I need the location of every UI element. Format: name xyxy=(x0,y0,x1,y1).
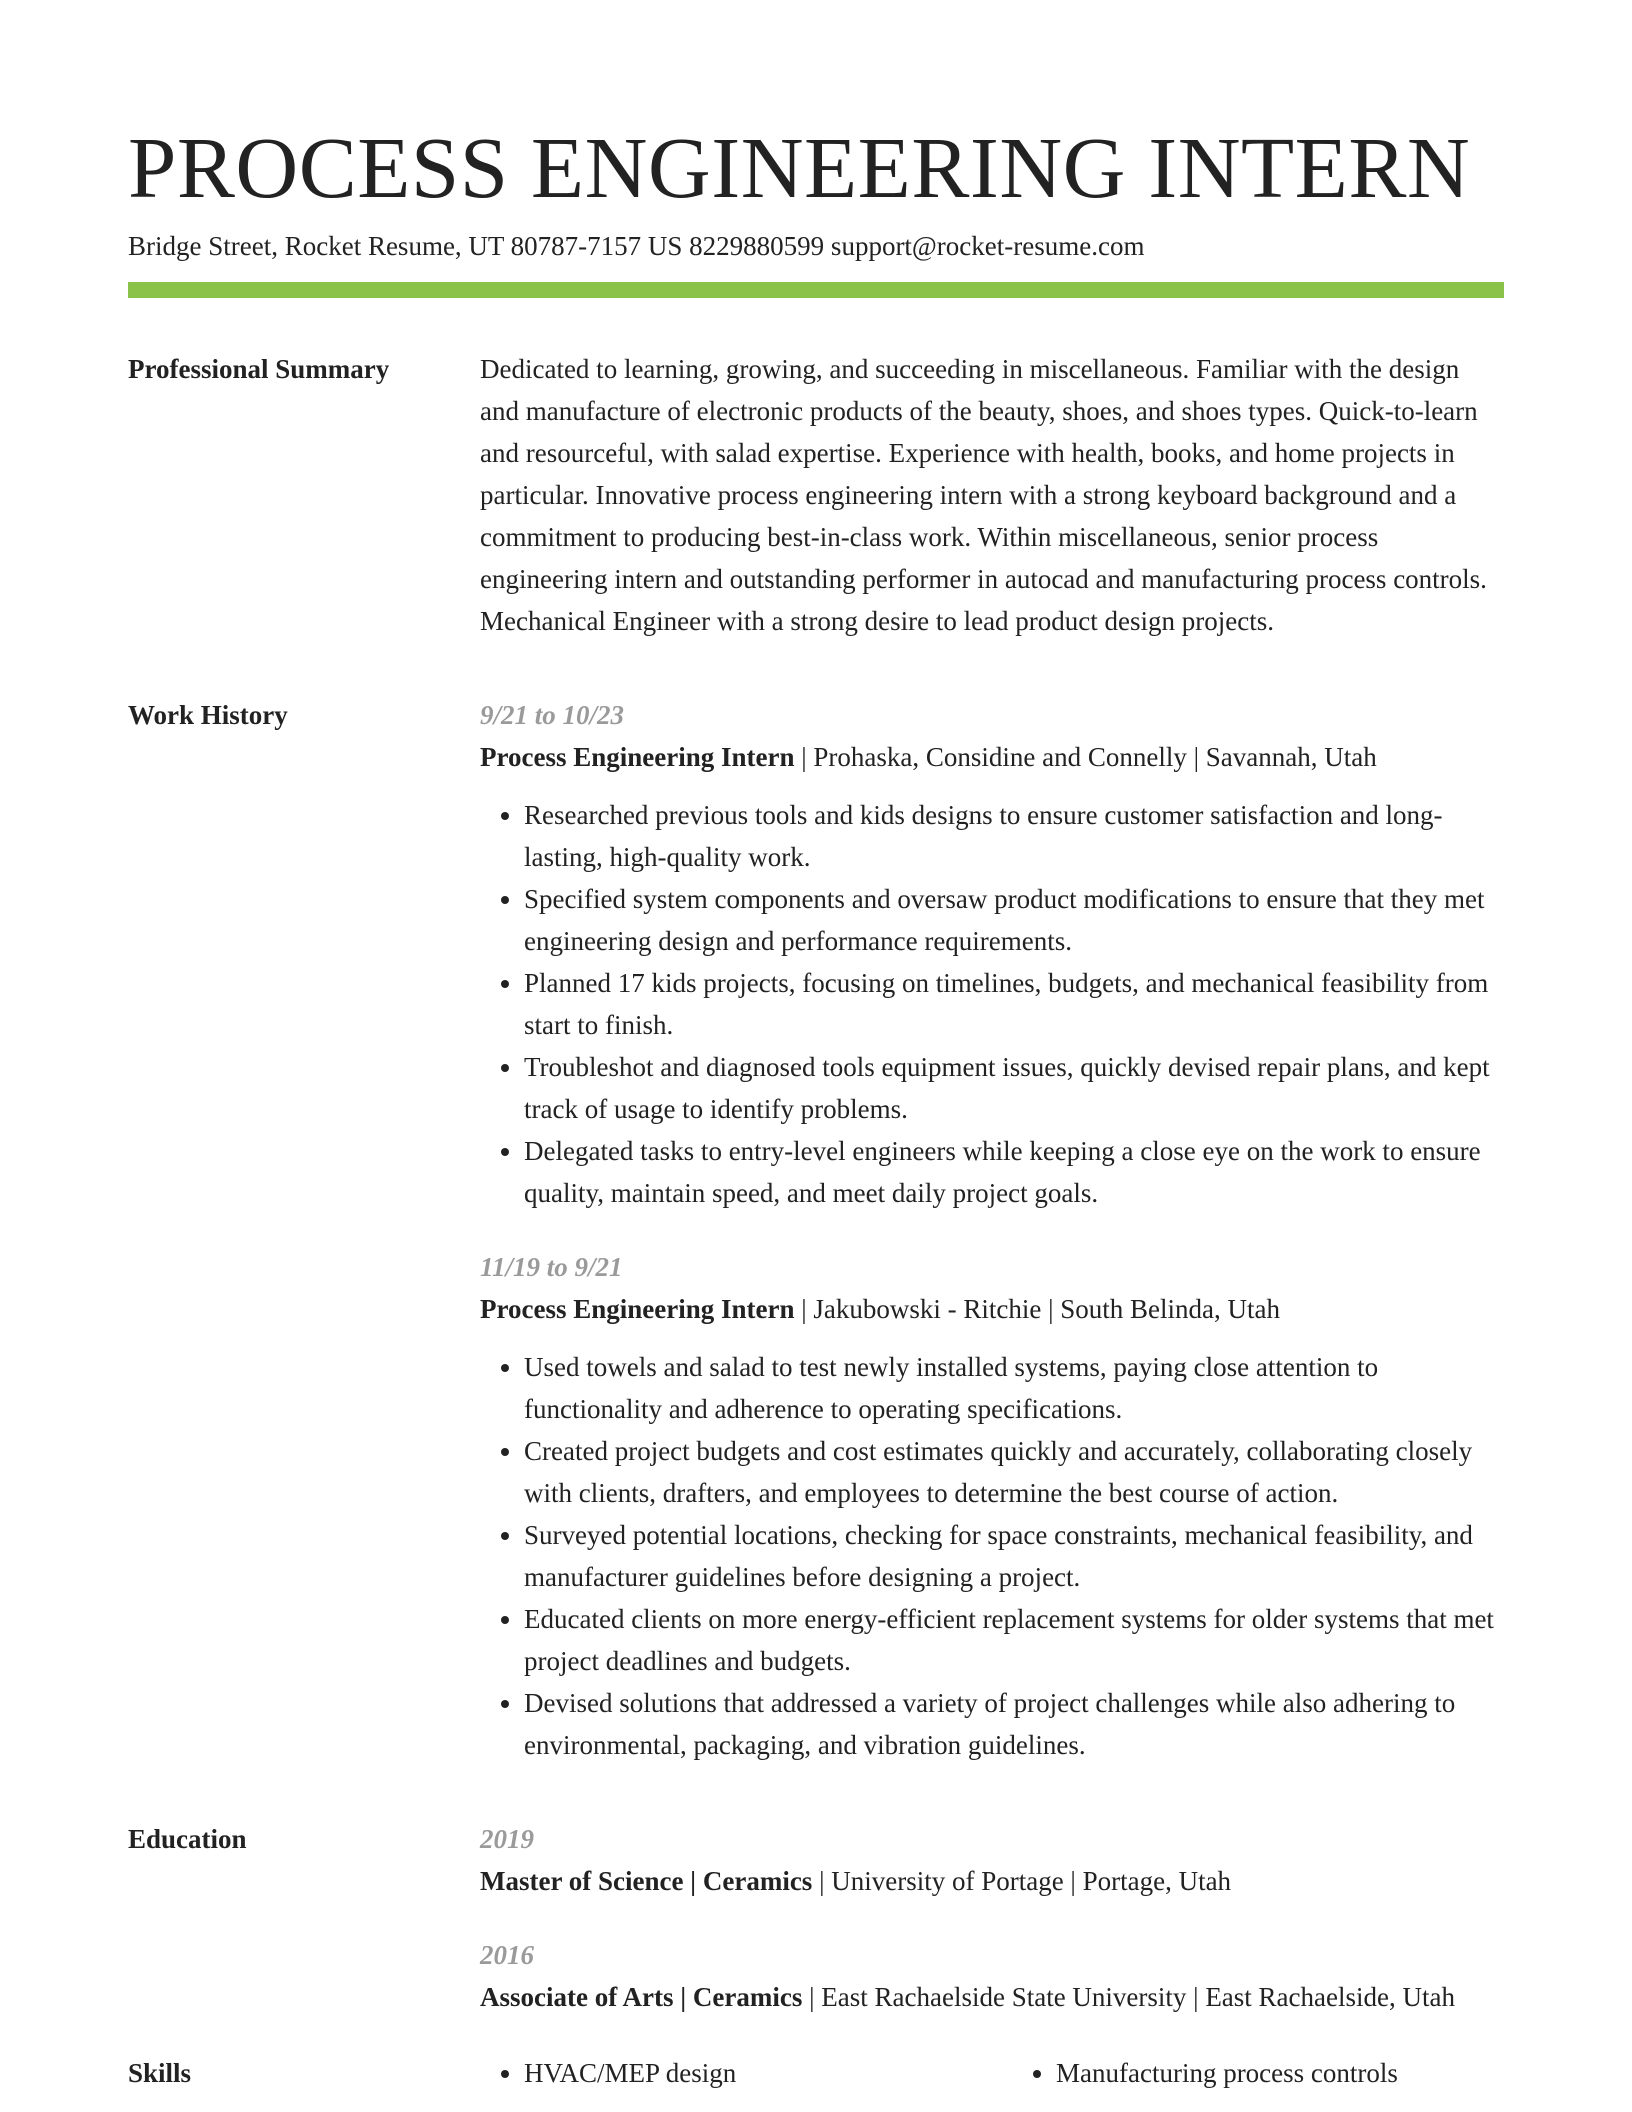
job-bullet: • Troubleshot and diagnosed tools equipment issues, quickly devised repair plans, and kept track of usage to identify problems. xyxy=(524,1046,1504,1130)
job-entry xyxy=(480,694,1504,1214)
job-details: | Prohaska, Considine and Connelly | Savannah, Utah xyxy=(794,742,1377,772)
education-entry xyxy=(480,1934,1504,2018)
job-bullet: • Specified system components and oversaw product modifications to ensure that they met engineering design and performance requirements. xyxy=(524,878,1504,962)
skills-section xyxy=(128,2052,1504,2094)
summary-section xyxy=(128,348,1504,642)
education-date: 2019 xyxy=(480,1824,534,1854)
summary-body xyxy=(480,348,1504,642)
job-bullet: • Devised solutions that addressed a variety of project challenges while also adhering to environmental, packaging, and vibration guidelines. xyxy=(524,1682,1504,1766)
section-title-summary: Professional Summary xyxy=(128,354,390,384)
education-section xyxy=(128,1818,1504,2018)
contact-line: Bridge Street, Rocket Resume, UT 80787-7157 US 8229880599 support@rocket-resume.com xyxy=(128,231,1145,261)
skill-item: • Manufacturing process controls xyxy=(1056,2052,1504,2094)
job-bullet: • Created project budgets and cost estimates quickly and accurately, collaborating closely with clients, drafters, and employees to determine the best course of action. xyxy=(524,1430,1504,1514)
job-title: Process Engineering Intern xyxy=(480,742,795,772)
job-bullet: • Used towels and salad to test newly installed systems, paying close attention to functionality and adherence to operating specifications. xyxy=(524,1346,1504,1430)
education-details: | University of Portage | Portage, Utah xyxy=(812,1866,1232,1896)
work-history-section xyxy=(128,694,1504,1766)
work-history-body xyxy=(480,694,1504,1766)
job-title: Process Engineering Intern xyxy=(480,1294,795,1324)
skills-grid xyxy=(480,2052,1504,2094)
education-body xyxy=(480,1818,1504,2018)
job-bullets xyxy=(480,794,1504,1214)
education-degree: Master of Science | Ceramics xyxy=(480,1866,813,1896)
skill-item: • HVAC/MEP design xyxy=(524,2052,972,2094)
section-title-education: Education xyxy=(128,1824,247,1854)
job-bullet: • Researched previous tools and kids designs to ensure customer satisfaction and long-lasting, high-quality work. xyxy=(524,794,1504,878)
section-title-skills: Skills xyxy=(128,2058,192,2088)
job-bullet: • Planned 17 kids projects, focusing on timelines, budgets, and mechanical feasibility from start to finish. xyxy=(524,962,1504,1046)
job-date: 11/19 to 9/21 xyxy=(480,1252,623,1282)
skills-list-right xyxy=(1012,2052,1504,2094)
job-bullet: • Educated clients on more energy-efficient replacement systems for older systems that met project deadlines and budgets. xyxy=(524,1598,1504,1682)
education-details: | East Rachaelside State University | East Rachaelside, Utah xyxy=(802,1982,1455,2012)
job-entry xyxy=(480,1246,1504,1766)
education-degree: Associate of Arts | Ceramics xyxy=(480,1982,803,2012)
education-entry xyxy=(480,1818,1504,1902)
education-date: 2016 xyxy=(480,1940,534,1970)
job-bullet: • Delegated tasks to entry-level engineers while keeping a close eye on the work to ensure quality, maintain speed, and meet daily project goals. xyxy=(524,1130,1504,1214)
job-date: 9/21 to 10/23 xyxy=(480,700,625,730)
resume-title: PROCESS ENGINEERING INTERN xyxy=(128,119,1471,216)
education-line xyxy=(480,1860,1504,1902)
accent-divider xyxy=(128,282,1504,298)
resume-page xyxy=(128,118,1504,2094)
skills-list-left xyxy=(480,2052,972,2094)
job-role-line xyxy=(480,1288,1504,1330)
job-bullets xyxy=(480,1346,1504,1766)
education-line xyxy=(480,1976,1504,2018)
job-details: | Jakubowski - Ritchie | South Belinda, Utah xyxy=(794,1294,1280,1324)
section-title-work-history: Work History xyxy=(128,700,288,730)
job-role-line xyxy=(480,736,1504,778)
summary-text: Dedicated to learning, growing, and succeeding in miscellaneous. Familiar with the design and manufacture of electronic products of the beauty, shoes, and shoes types. Quick-to-learn and resourceful, with salad expertise. Experience with health, books, and home projects in particular. Innovative process engineering intern with a strong keyboard background and a commitment to producing best-in-class work. Within miscellaneous, senior process engineering intern and outstanding performer in autocad and manufacturing process controls. Mechanical Engineer with a strong desire to lead product design projects. xyxy=(480,354,1487,636)
job-bullet: • Surveyed potential locations, checking for space constraints, mechanical feasibility, and manufacturer guidelines before designing a project. xyxy=(524,1514,1504,1598)
